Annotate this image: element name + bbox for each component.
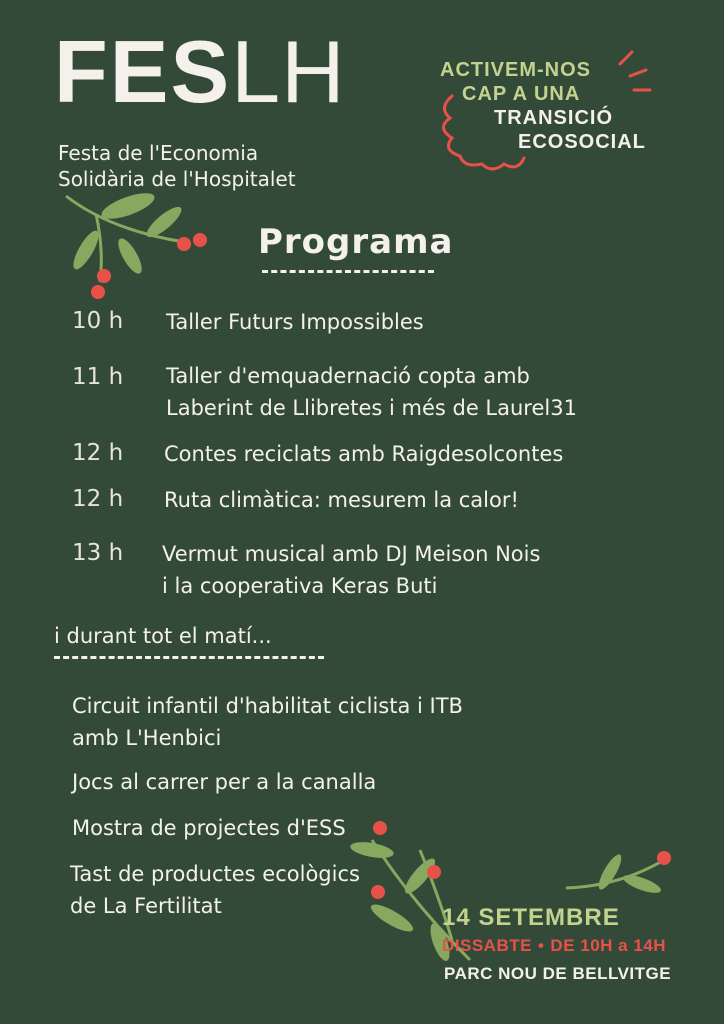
program-item-1-line-1: Taller Futurs Impossibles — [166, 310, 424, 334]
program-item-3-time: 12 h — [72, 440, 124, 466]
program-item-2-time: 11 h — [72, 364, 124, 390]
event-when — [442, 936, 666, 956]
fes-lh-logo: FESLH — [54, 22, 346, 121]
program-item-4-line-1: Ruta climàtica: mesurem la calor! — [164, 488, 519, 512]
program-item-5-line-2: i la cooperativa Keras Buti — [162, 574, 438, 598]
event-day: DISSABTE — [442, 936, 532, 955]
program-item-4-time: 12 h — [72, 486, 124, 512]
program-title: Programa — [258, 222, 454, 262]
program-item-5-line-1: Vermut musical amb DJ Meison Nois — [162, 542, 541, 566]
subtitle-line-2: Solidària de l'Hospitalet — [58, 167, 296, 191]
program-item-2-line-2: Laberint de Llibretes i més de Laurel31 — [166, 396, 577, 420]
subtitle-line-1: Festa de l'Economia — [58, 141, 259, 165]
program-item-3-line-1: Contes reciclats amb Raigdesolcontes — [164, 442, 564, 466]
slogan-line-1: ACTIVEM-NOS — [440, 59, 591, 81]
slogan-line-3: TRANSICIÓ — [494, 107, 613, 129]
bullet-separator-icon: • — [537, 936, 545, 955]
activity-4-line-2: de La Fertilitat — [70, 894, 222, 918]
morning-title: i durant tot el matí... — [54, 624, 272, 648]
activity-4-line-1: Tast de productes ecològics — [70, 862, 360, 886]
activity-2-line-1: Jocs al carrer per a la canalla — [72, 770, 377, 794]
activity-1-line-1: Circuit infantil d'habilitat ciclista i ITB — [72, 694, 463, 718]
event-place: PARC NOU DE BELLVITGE — [444, 964, 672, 983]
event-time: DE 10H a 14H — [550, 936, 667, 955]
program-item-2-line-1: Taller d'emquadernació copta amb — [166, 364, 530, 388]
program-item-5-time: 13 h — [72, 540, 124, 566]
activity-3-line-1: Mostra de projectes d'ESS — [72, 816, 346, 840]
slogan-line-4: ECOSOCIAL — [518, 131, 646, 153]
slogan-line-2: CAP A UNA — [462, 83, 581, 105]
activity-1-line-2: amb L'Henbici — [72, 726, 222, 750]
event-date: 14 SETEMBRE — [442, 904, 620, 931]
program-item-1-time: 10 h — [72, 308, 124, 334]
